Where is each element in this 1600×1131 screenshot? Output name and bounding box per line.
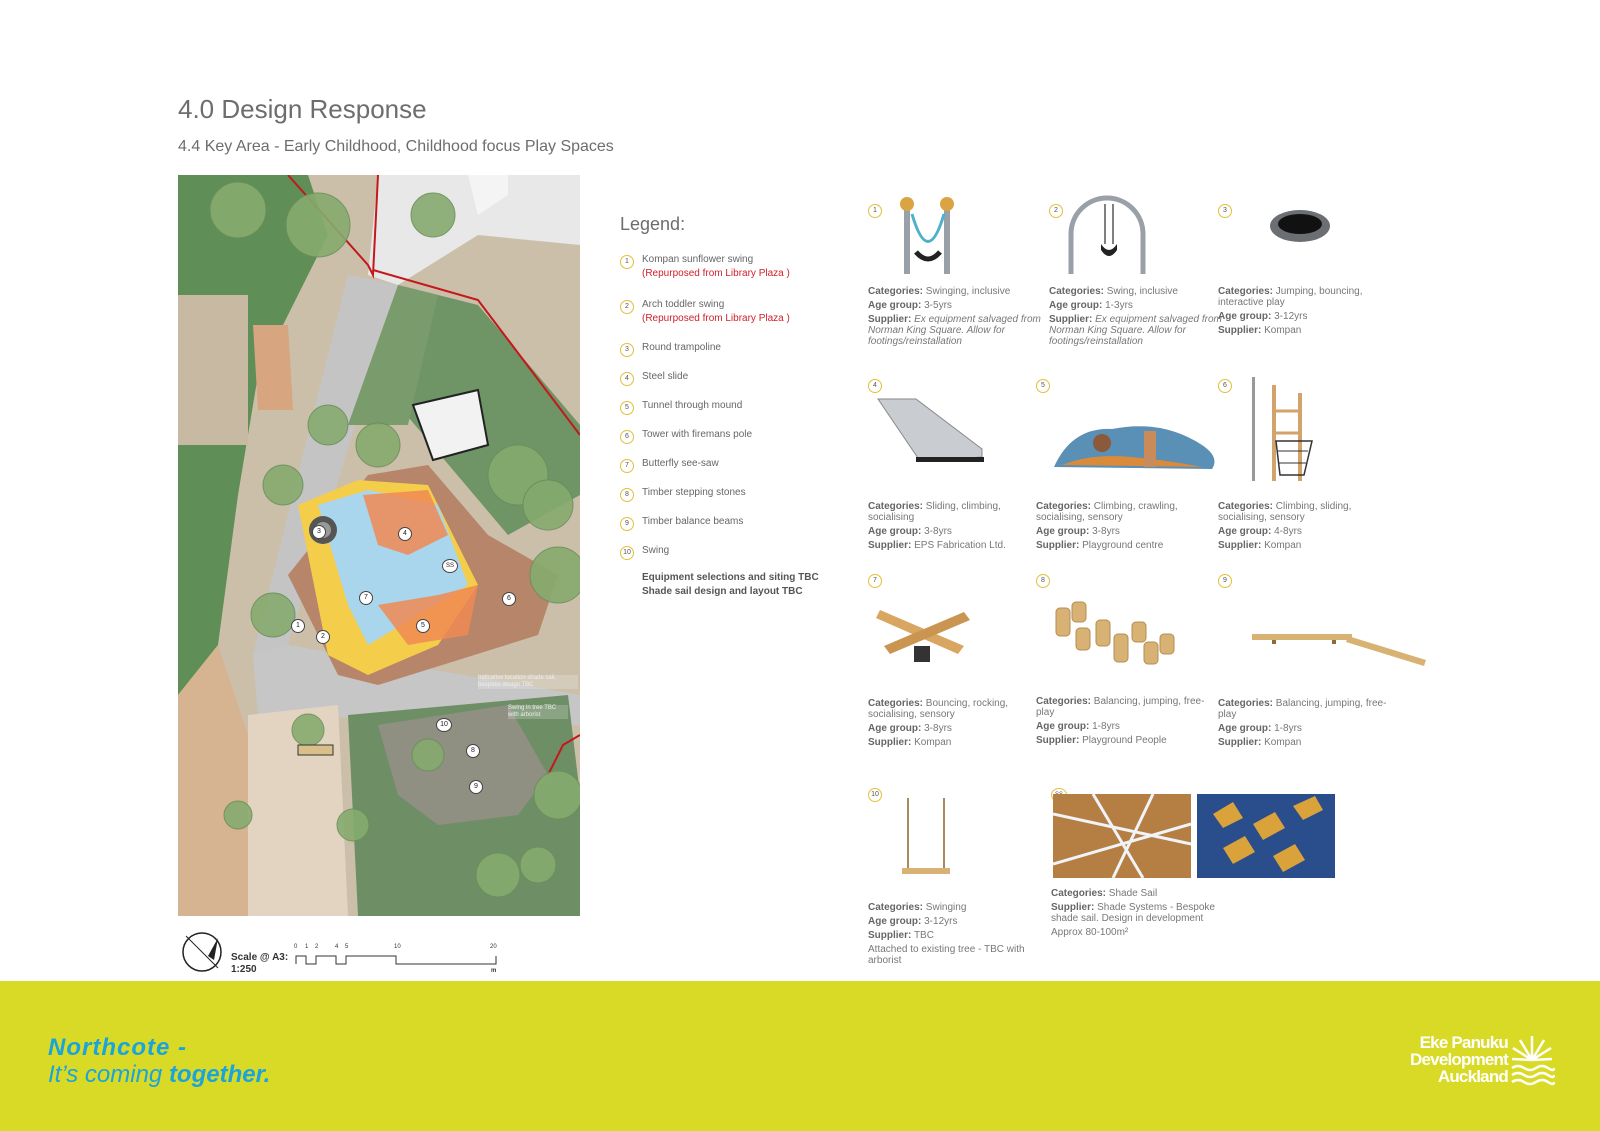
balance-beams-image (1252, 632, 1432, 672)
arch-swing-image (1057, 184, 1157, 284)
equipment-number: 1 (868, 204, 882, 218)
sunflower-swing-image (890, 194, 970, 284)
map-annotation-swing: Swing in tree TBC with arborist (508, 705, 568, 719)
equipment-number: 4 (868, 379, 882, 393)
scale-tick: 2 (315, 944, 319, 950)
scale-unit: m (491, 968, 497, 974)
map-annotation-shade-sail: Indicative location shade sail, bespoke design TBC (478, 675, 578, 689)
scale-tick: 10 (394, 944, 401, 950)
map-label-1: 1 (291, 619, 305, 633)
round-trampoline-image (1268, 206, 1338, 246)
eke-panuku-logo-icon (1510, 1032, 1555, 1087)
map-label-4: 4 (398, 527, 412, 541)
scale-tick: 1 (305, 944, 309, 950)
footer-band (0, 981, 1600, 1131)
butterfly-seesaw-image (874, 602, 984, 672)
brand-name: Eke Panuku Development Auckland (1410, 1033, 1508, 1086)
legend-title: Legend: (620, 214, 686, 234)
equipment-card-7: 7 Categories: Bouncing, rocking, socialising, sensory Age group: 3-8yrs Supplier: Kompan (868, 574, 1048, 754)
site-plan-drawing (178, 175, 580, 916)
map-label-6: 6 (502, 592, 516, 606)
scale-tick: 0 (294, 944, 298, 950)
map-label-7: 7 (359, 591, 373, 605)
scale-tick: 20 (490, 944, 497, 950)
shade-sail-image (1053, 794, 1337, 880)
page-title: 4.0 Design Response (178, 94, 427, 124)
equipment-card-3: 3 Categories: Jumping, bouncing, interactive play Age group: 3-12yrs Supplier: Kompan (1218, 204, 1398, 354)
equipment-number: 5 (1036, 379, 1050, 393)
legend-note: Shade sail design and layout TBC (642, 586, 803, 597)
equipment-number: 2 (1049, 204, 1063, 218)
scale-tick: 4 (335, 944, 339, 950)
map-label-3: 3 (312, 525, 326, 539)
map-label-2: 2 (316, 630, 330, 644)
map-label-8: 8 (466, 744, 480, 758)
tunnel-mound-image (1052, 417, 1222, 477)
scale-bar (178, 930, 508, 980)
equipment-number: 6 (1218, 379, 1232, 393)
map-label-9: 9 (469, 780, 483, 794)
equipment-card-shade-sail: Categories: Shade Sail Supplier: Shade Systems - Bespoke shade sail. Design in development Approx 80-100m² (1051, 788, 1341, 968)
equipment-card-1: 1 Categories: Swinging, inclusive Age group: 3-5yrs Supplier: Ex equipment salvaged from Norman King Square. Allow for footings/reinstallation (868, 204, 1048, 354)
equipment-card-5: 5 Categories: Climbing, crawling, socialising, sensory Age group: 3-8yrs Supplier: Playground centre (1036, 379, 1216, 559)
swing-image (898, 798, 958, 884)
equipment-card-4: 4 Categories: Sliding, climbing, socialising Age group: 3-8yrs Supplier: EPS Fabrication Ltd. (868, 379, 1048, 559)
equipment-card-2: 2 Categories: Swing, inclusive Age group: 1-3yrs Supplier: Ex equipment salvaged from Norman King Square. Allow for footings/reinstallation (1049, 204, 1229, 354)
tagline-line-1: Northcote - (48, 1034, 187, 1061)
map-label-ss: SS (442, 559, 458, 573)
map-label-10: 10 (436, 718, 452, 732)
steel-slide-image (876, 395, 996, 475)
map-label-5: 5 (416, 619, 430, 633)
equipment-number: 7 (868, 574, 882, 588)
equipment-number: 9 (1218, 574, 1232, 588)
equipment-card-9: 9 Categories: Balancing, jumping, free-play Age group: 1-8yrs Supplier: Kompan (1218, 574, 1398, 754)
legend-note: Equipment selections and siting TBC (642, 572, 819, 583)
equipment-number: 10 (868, 788, 882, 802)
equipment-card-6: 6 Categories: Climbing, sliding, socialising, sensory Age group: 4-8yrs Supplier: Kompan (1218, 379, 1398, 559)
scale-ratio: 1:250 (231, 964, 257, 975)
equipment-number: 3 (1218, 204, 1232, 218)
page-subtitle: 4.4 Key Area - Early Childhood, Childhood focus Play Spaces (178, 138, 614, 155)
tagline-line-2: It’s coming together. (48, 1061, 271, 1088)
equipment-card-8: 8 Categories: Balancing, jumping, free-play Age group: 1-8yrs Supplier: Playground People (1036, 574, 1216, 754)
equipment-number: 8 (1036, 574, 1050, 588)
equipment-card-10: 10 Categories: Swinging Age group: 3-12yrs Supplier: TBC Attached to existing tree - TBC with arborist (868, 788, 1048, 968)
scale-label: Scale @ A3: (231, 952, 289, 963)
stepping-stones-image (1052, 598, 1182, 678)
tower-firemans-pole-image (1244, 371, 1324, 491)
site-plan (178, 175, 580, 916)
north-arrow-icon (182, 930, 232, 976)
scale-tick: 5 (345, 944, 349, 950)
